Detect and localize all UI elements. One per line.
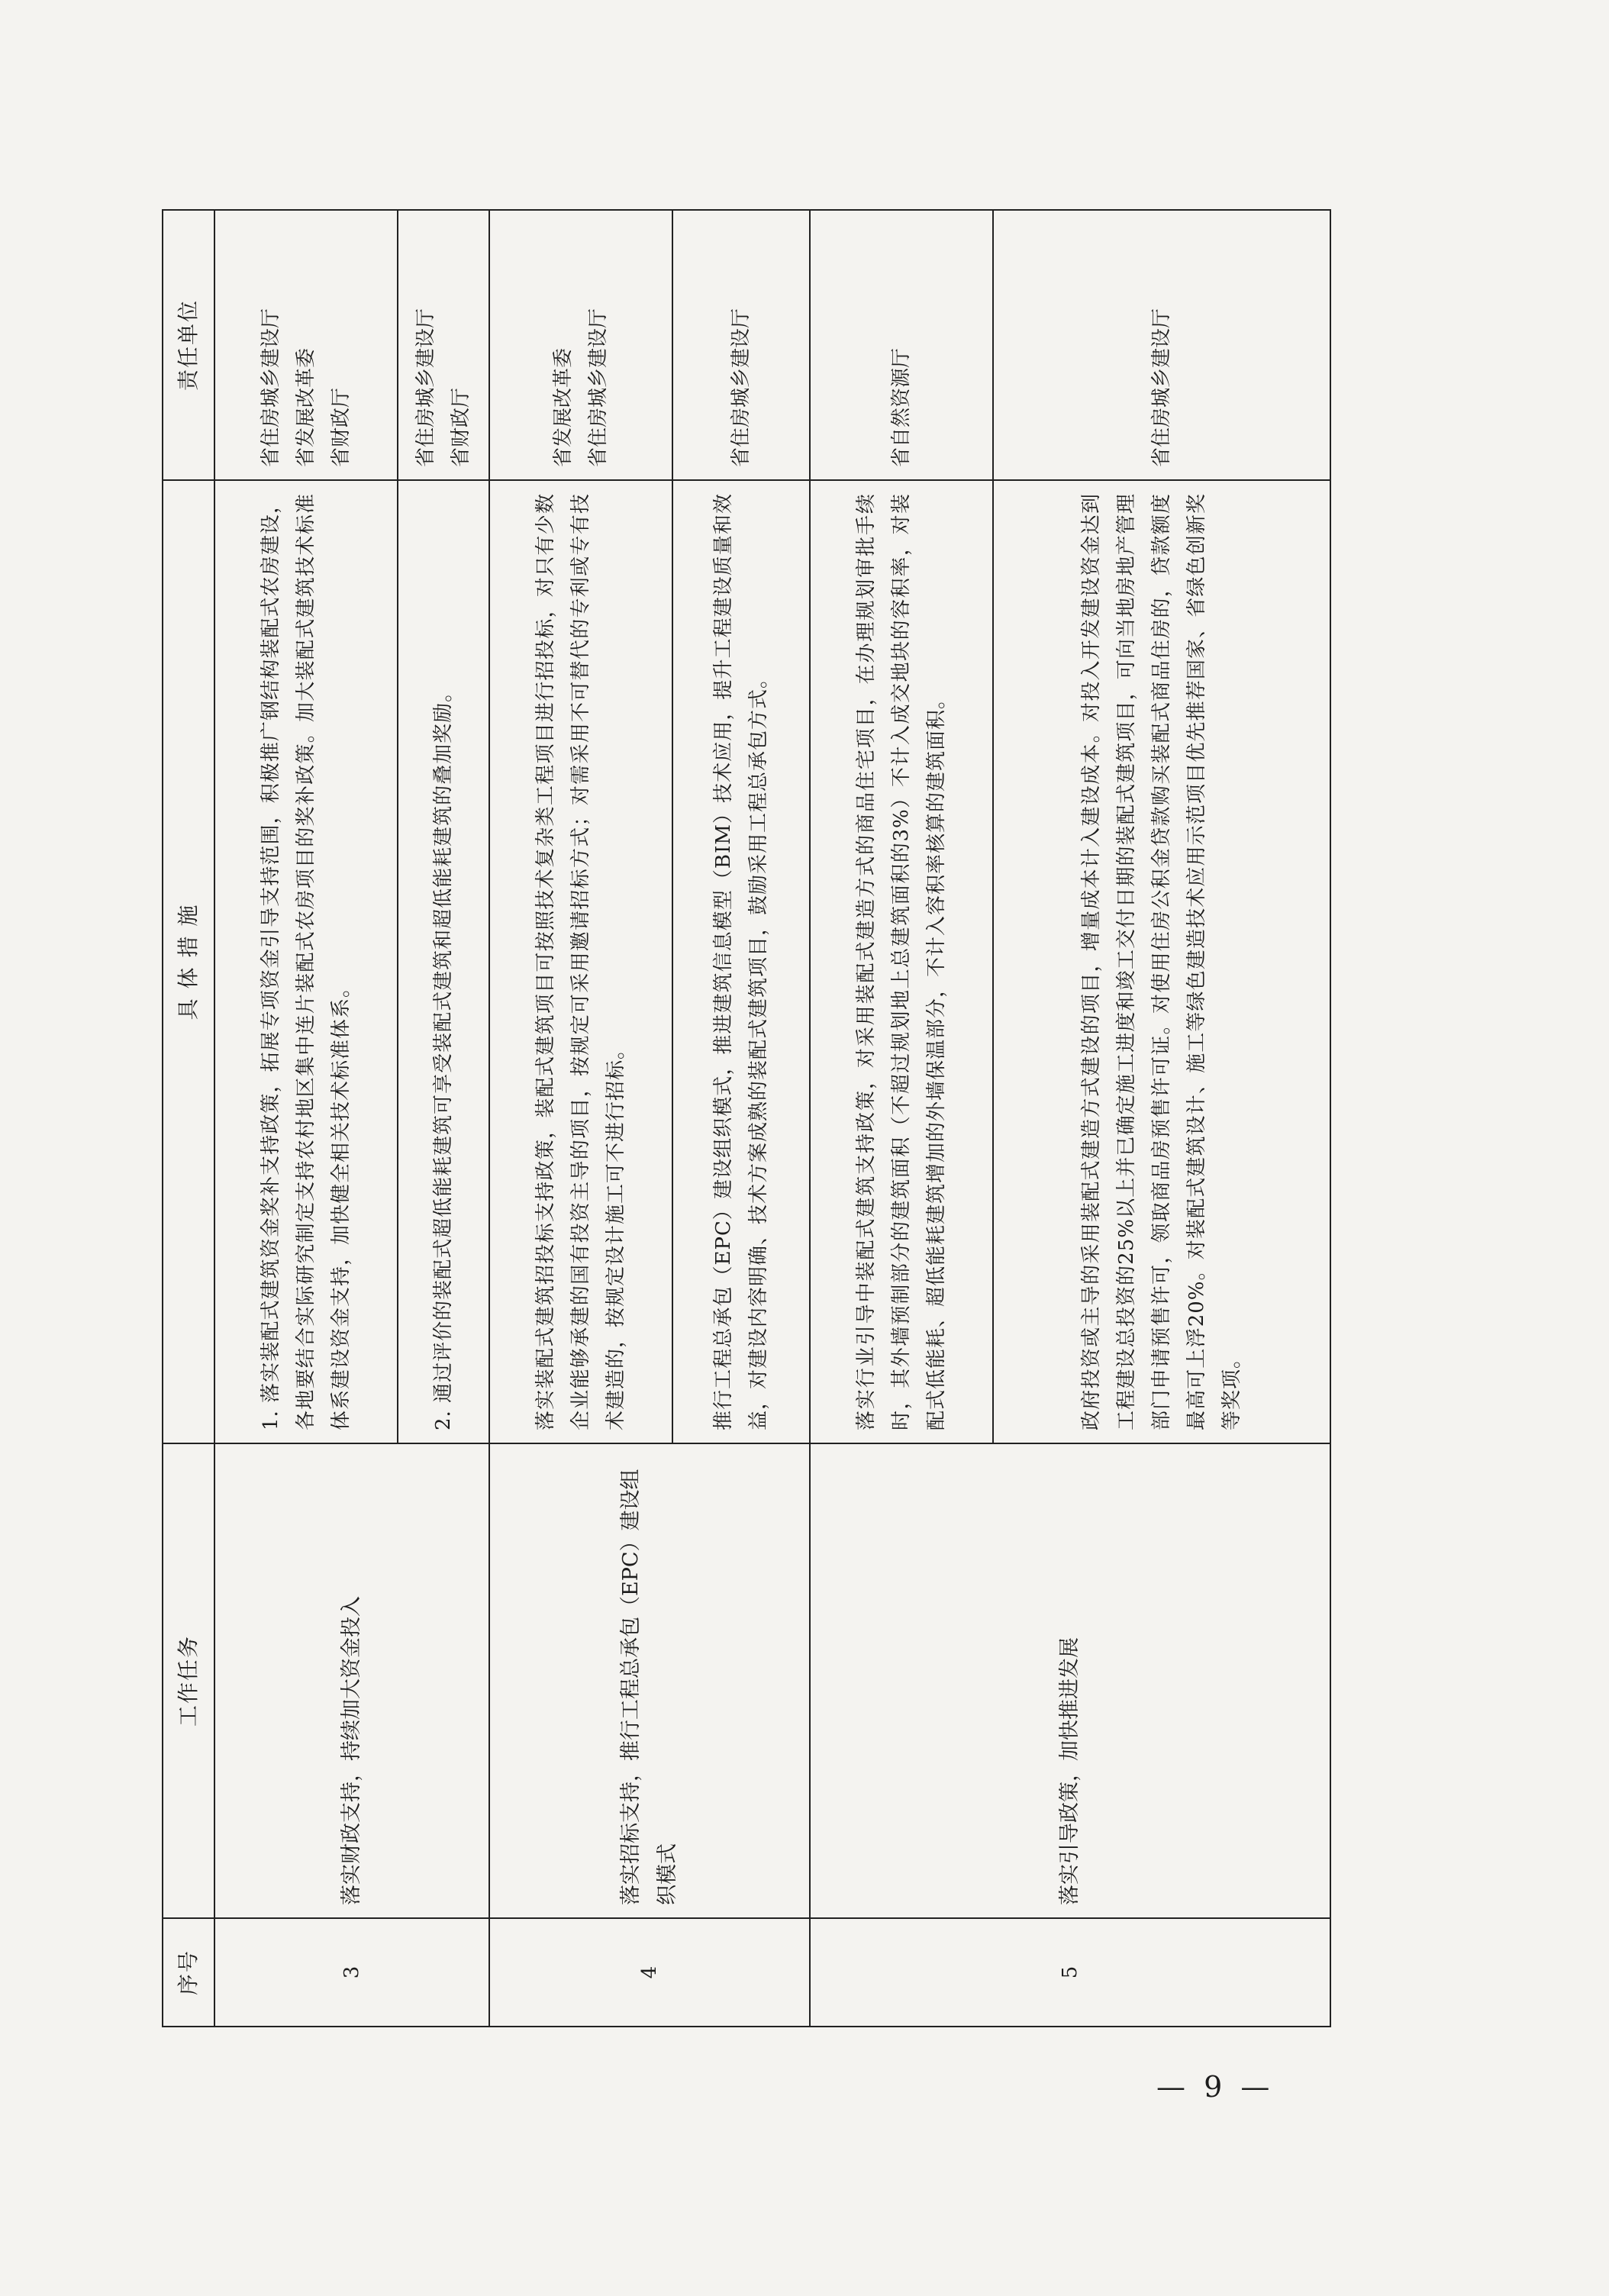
row-number: 3: [214, 1918, 489, 2027]
task-cell: 落实财政支持，持续加大资金投入: [214, 1443, 489, 1918]
unit-line: 省财政厅: [450, 387, 472, 467]
unit-line: 省住房城乡建设厅: [730, 308, 753, 467]
measure-cell: 推行工程总承包（EPC）建设组织模式，推进建筑信息模型（BIM）技术应用，提升工程建设质量和效益，对建设内容明确、技术方案成熟的装配式建筑项目，鼓励采用工程总承包方式。: [672, 480, 810, 1443]
measure-cell: 1. 落实装配式建筑资金奖补支持政策，拓展专项资金引导支持范围，积极推广钢结构装配式农房建设，各地要结合实际研究制定支持农村地区集中连片装配式农房项目的奖补政策。加大装配式建筑技术标准体系建设资金支持，加快健全相关技术标准体系。: [214, 480, 398, 1443]
page-number: — 9 —: [1156, 2070, 1275, 2104]
unit-cell: [214, 210, 398, 480]
unit-cell: [810, 210, 993, 480]
header-task: 工作任务: [163, 1443, 214, 1918]
task-cell: 落实招标支持，推行工程总承包（EPC）建设组织模式: [489, 1443, 810, 1918]
table-row: [810, 210, 993, 2027]
task-cell: 落实引导政策，加快推进发展: [810, 1443, 1330, 1918]
unit-cell: [398, 210, 489, 480]
unit-line: 省发展改革委: [295, 347, 318, 467]
measure-cell: 落实行业引导中装配式建筑支持政策，对采用装配式建造方式的商品住宅项目，在办理规划审批手续时，其外墙预制部分的建筑面积（不超过规划地上总建筑面积的3%）不计入成交地块的容积率，对装配式低能耗、超低能耗建筑增加的外墙保温部分，不计入容积率核算的建筑面积。: [810, 480, 993, 1443]
rotated-table-page: [162, 278, 1331, 2027]
unit-line: 省发展改革委: [552, 347, 575, 467]
unit-line: 省住房城乡建设厅: [414, 308, 437, 467]
header-measure: 具 体 措 施: [163, 480, 214, 1443]
unit-line: 省住房城乡建设厅: [587, 308, 610, 467]
measure-cell: 2. 通过评价的装配式超低能耗建筑可享受装配式建筑和超低能耗建筑的叠加奖励。: [398, 480, 489, 1443]
unit-line: 省自然资源厅: [890, 347, 913, 467]
unit-line: 省住房城乡建设厅: [260, 308, 282, 467]
unit-cell: [993, 210, 1330, 480]
table-row: [214, 210, 398, 2027]
header-unit: 责任单位: [163, 210, 214, 480]
row-number: 5: [810, 1918, 1330, 2027]
measure-cell: 政府投资或主导的采用装配式建造方式建设的项目，增量成本计入建设成本。对投入开发建设资金达到工程建设总投资的25%以上并已确定施工进度和竣工交付日期的装配式建筑项目，可向当地房地产管理部门申请预售许可，领取商品房预售许可证。对使用住房公积金贷款购买装配式商品住房的，贷款额度最高可上浮20%。对装配式建筑设计、施工等绿色建造技术应用示范项目优先推荐国家、省绿色创新奖等奖项。: [993, 480, 1330, 1443]
unit-cell: [489, 210, 672, 480]
table-header-row: [163, 210, 214, 2027]
measures-table: [162, 209, 1331, 2027]
unit-cell: [672, 210, 810, 480]
header-no: 序号: [163, 1918, 214, 2027]
unit-line: 省住房城乡建设厅: [1150, 308, 1173, 467]
measure-cell: 落实装配式建筑招投标支持政策，装配式建筑项目可按照技术复杂类工程项目进行招投标，对只有少数企业能够承建的国有投资主导的项目，按规定可采用邀请招标方式；对需采用不可替代的专利或专有技术建造的，按规定设计施工可不进行招标。: [489, 480, 672, 1443]
row-number: 4: [489, 1918, 810, 2027]
table-row: [489, 210, 672, 2027]
unit-line: 省财政厅: [330, 387, 353, 467]
